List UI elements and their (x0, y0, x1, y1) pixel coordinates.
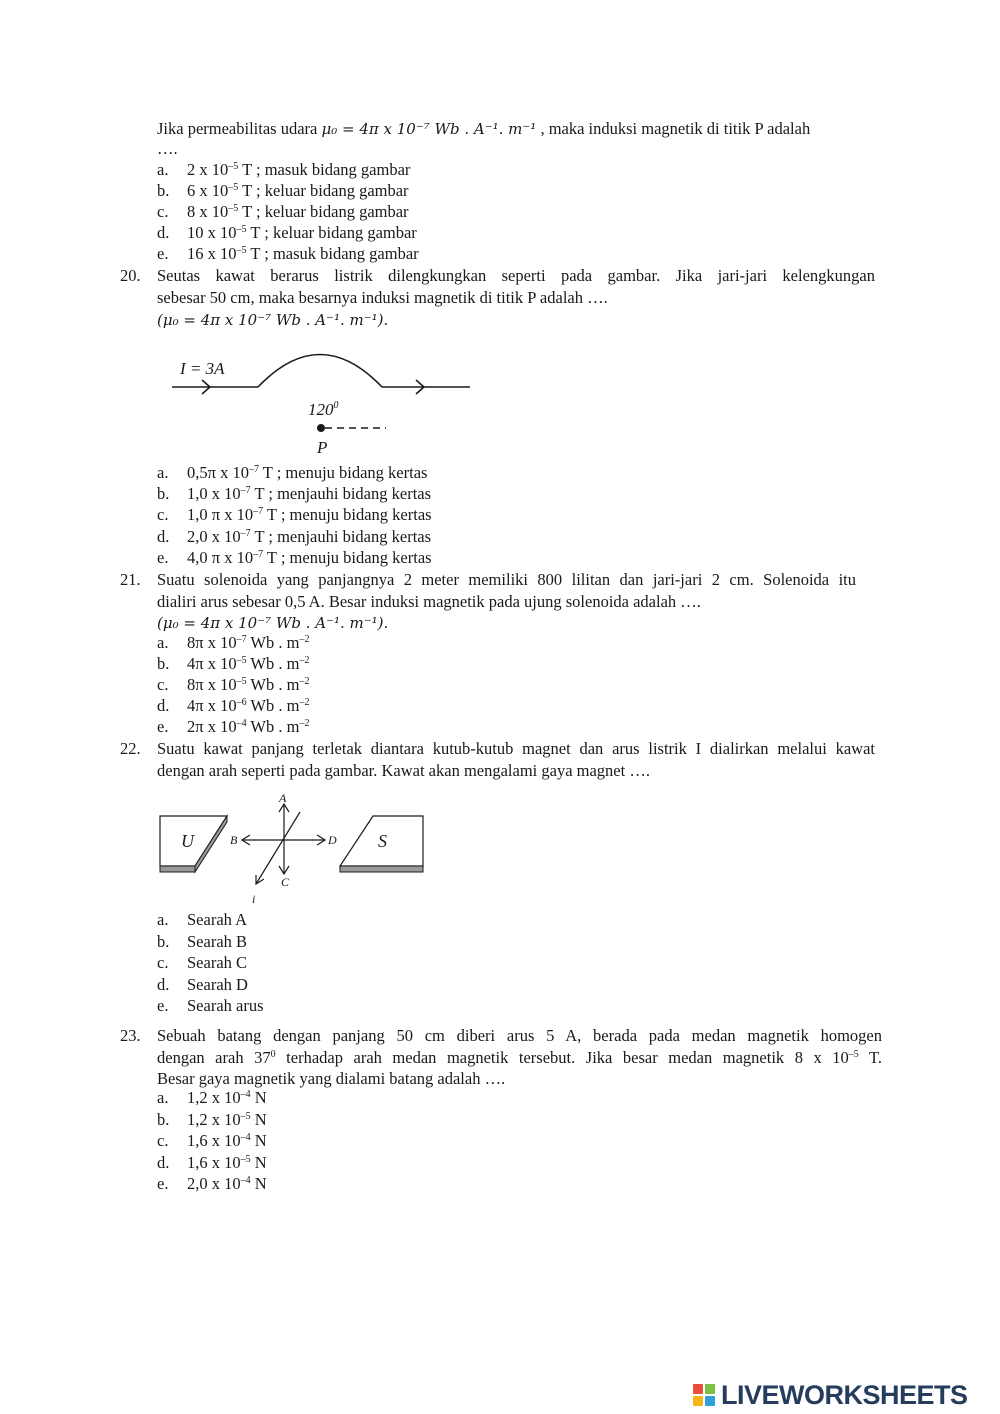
intro-option-text: 16 x $10^{-5}$ T ; masuk bidang gambar (187, 244, 419, 263)
label-d: D (328, 833, 337, 847)
logo-square-red (693, 1384, 703, 1394)
q22-number: 22. (120, 739, 141, 758)
q20-option-letter: c. (157, 505, 169, 525)
logo-square-yellow (693, 1396, 703, 1406)
q22-option-letter: b. (157, 931, 170, 951)
q20-option-text: 1,0 π x $10^{-7}$ T ; menuju bidang kertas (187, 505, 432, 525)
current-label: I = 3A (180, 359, 225, 378)
q21-option-text: 4π x $10^{-6}$ Wb . $m^{-2}$ (187, 696, 310, 715)
intro-option-letter: b. (157, 181, 170, 200)
q22-option-text: Searah D (187, 974, 248, 994)
q21-option-letter: c. (157, 675, 169, 694)
logo-squares-icon (693, 1384, 715, 1406)
q21-option-letter: a. (157, 633, 169, 652)
q20-option-letter: b. (157, 484, 170, 504)
q22-stem-line1: Suatu kawat panjang terletak diantara kutub-kutub magnet dan arus listrik I dialirkan melalui kawat (157, 739, 875, 758)
q20-number: 20. (120, 266, 141, 285)
q23-stem-line2: dengan arah $37^0$ terhadap arah medan magnetik tersebut. Jika besar medan magnetik 8 x $10^{-5}$ T. (157, 1048, 883, 1067)
q20-option-text: 4,0 π x $10^{-7}$ T ; menuju bidang kertas (187, 547, 432, 567)
q20-stem-line2: sebesar 50 cm, maka besarnya induksi magnetik di titik P adalah …. (157, 288, 608, 307)
q23-option-letter: b. (157, 1109, 170, 1129)
pole-u-label: U (181, 831, 194, 851)
label-b: B (230, 833, 238, 847)
q23-stem-line3: Besar gaya magnetik yang dialami batang adalah …. (157, 1069, 506, 1088)
q20-option-text: 2,0 x $10^{-7}$ T ; menjauhi bidang kertas (187, 526, 432, 546)
pole-s-label: S (378, 831, 387, 851)
logo-text: LIVEWORKSHEETS (721, 1379, 968, 1410)
q20-mu-expression: (μ₀ = 4π x 10⁻⁷ Wb . A⁻¹. m⁻¹). (157, 311, 389, 329)
intro-option-letter: e. (157, 244, 169, 263)
label-c: C (281, 875, 290, 889)
q20-option-letter: d. (157, 526, 170, 546)
mu-expression: μ₀ = 4π x 10⁻⁷ Wb . A⁻¹. m⁻¹ (321, 120, 537, 138)
intro-option-letter: d. (157, 223, 170, 242)
intro-option-letter: c. (157, 202, 169, 221)
q23-stem-line1: Sebuah batang dengan panjang 50 cm diberi arus 5 A, berada pada medan magnetik homogen (157, 1026, 882, 1045)
label-i: i (252, 892, 256, 906)
q19-stem-text: Jika permeabilitas udara (157, 119, 322, 138)
q20-wire-figure (160, 340, 480, 460)
q22-option-letter: c. (157, 953, 169, 972)
q21-option-text: 8π x $10^{-7}$ Wb . $m^{-2}$ (187, 633, 310, 652)
q20-option-text: 1,0 x $10^{-7}$ T ; menjauhi bidang kertas (187, 484, 432, 504)
intro-option-text: 10 x $10^{-5}$ T ; keluar bidang gambar (187, 223, 417, 242)
point-p-label: P (317, 438, 328, 457)
intro-option-text: 6 x $10^{-5}$ T ; keluar bidang gambar (187, 181, 409, 200)
q22-stem-line2: dengan arah seperti pada gambar. Kawat akan mengalami gaya magnet …. (157, 761, 650, 780)
q22-option-text: Searah B (187, 931, 248, 951)
q21-option-text: 2π x $10^{-4}$ Wb . $m^{-2}$ (187, 717, 310, 736)
magnet-pole-u-side (195, 816, 227, 872)
q23-option-text: 2,0 x $10^{-4}$ N (187, 1174, 267, 1193)
q23-option-letter: c. (157, 1131, 169, 1150)
q21-mu-expression: (μ₀ = 4π x 10⁻⁷ Wb . A⁻¹. m⁻¹). (157, 614, 389, 632)
q22-option-text: Searah arus (187, 996, 264, 1015)
label-a: A (279, 791, 287, 805)
q23-option-text: 1,6 x $10^{-4}$ N (187, 1131, 267, 1150)
q22-option-text: Searah C (187, 953, 248, 972)
q21-option-letter: d. (157, 696, 170, 715)
q23-option-letter: e. (157, 1174, 169, 1193)
current-wire (256, 812, 300, 884)
q23-option-letter: d. (157, 1152, 170, 1172)
q21-number: 21. (120, 570, 141, 589)
q22-magnet-figure (155, 786, 430, 908)
q22-option-letter: e. (157, 996, 169, 1015)
q23-number: 23. (120, 1026, 141, 1045)
q23-option-text: 1,2 x $10^{-4}$ N (187, 1088, 267, 1107)
q21-option-letter: b. (157, 654, 170, 673)
point-p-dot (317, 424, 325, 432)
q19-stem-text-end: , maka induksi magnetik di titik P adalah (536, 119, 811, 138)
magnet-pole-s-edge (340, 866, 423, 872)
q19-ellipsis: …. (157, 139, 178, 158)
q20-option-letter: a. (157, 463, 169, 482)
liveworksheets-logo (693, 1378, 968, 1412)
wire-arc (258, 355, 382, 388)
q21-option-text: 4π x $10^{-5}$ Wb . $m^{-2}$ (187, 654, 310, 673)
intro-option-text: 8 x $10^{-5}$ T ; keluar bidang gambar (187, 202, 409, 221)
q21-stem-line2: dialiri arus sebesar 0,5 A. Besar induksi magnetik pada ujung solenoida adalah …. (157, 592, 701, 611)
q21-option-letter: e. (157, 717, 169, 736)
q22-option-letter: d. (157, 974, 170, 994)
q20-stem-line1: Seutas kawat berarus listrik dilengkungkan seperti pada gambar. Jika jari-jari kelengkungan (157, 266, 875, 285)
q21-option-text: 8π x $10^{-5}$ Wb . $m^{-2}$ (187, 675, 310, 694)
q23-option-text: 1,6 x $10^{-5}$ N (187, 1152, 267, 1172)
logo-square-blue (705, 1396, 715, 1406)
q23-option-text: 1,2 x $10^{-5}$ N (187, 1109, 267, 1129)
q20-option-text: 0,5π x $10^{-7}$ T ; menuju bidang kertas (187, 463, 428, 482)
q21-stem-line1: Suatu solenoida yang panjangnya 2 meter memiliki 800 lilitan dan jari-jari 2 cm. Solenoida itu (157, 570, 856, 589)
q23-option-letter: a. (157, 1088, 169, 1107)
q19-stem (157, 119, 810, 139)
q22-option-text: Searah A (187, 910, 248, 929)
q20-option-letter: e. (157, 547, 169, 567)
angle-label: $120^0$ (308, 400, 339, 419)
logo-square-green (705, 1384, 715, 1394)
intro-option-letter: a. (157, 160, 169, 179)
intro-option-text: 2 x $10^{-5}$ T ; masuk bidang gambar (187, 160, 411, 179)
q22-option-letter: a. (157, 910, 169, 929)
magnet-pole-u-edge (160, 866, 195, 872)
